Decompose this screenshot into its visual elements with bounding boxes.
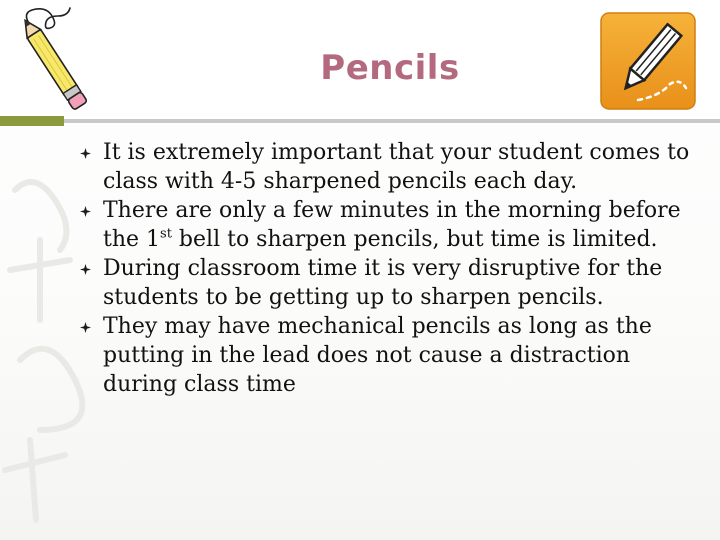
superscript-ordinal: st (160, 226, 172, 242)
diamond-bullet-icon (80, 206, 91, 217)
title-divider (64, 119, 720, 123)
diamond-bullet-icon (80, 322, 91, 333)
diamond-bullet-icon (80, 264, 91, 275)
pencil-doodle-icon (10, 4, 110, 122)
bullet-item (80, 254, 710, 312)
bullet-text: It is extremely important that your student comes to class with 4-5 sharpened pencils each day. (103, 140, 690, 194)
accent-bar (0, 116, 64, 126)
bullet-list (80, 138, 710, 399)
bullet-item (80, 312, 710, 399)
bullet-text: During classroom time it is very disruptive for the students to be getting up to sharpen pencils. (103, 256, 663, 310)
slide-title: Pencils (320, 48, 460, 88)
bullet-item (80, 138, 710, 196)
bullet-item (80, 196, 710, 254)
pencil-tile-icon (600, 12, 696, 110)
bullet-text: They may have mechanical pencils as long as the putting in the lead does not cause a distraction during class time (103, 314, 652, 397)
diamond-bullet-icon (80, 148, 91, 159)
bullet-text-continued: bell to sharpen pencils, but time is limited. (171, 227, 658, 252)
bullet-text: There are only a few minutes in the morning before the 1 (103, 198, 681, 252)
